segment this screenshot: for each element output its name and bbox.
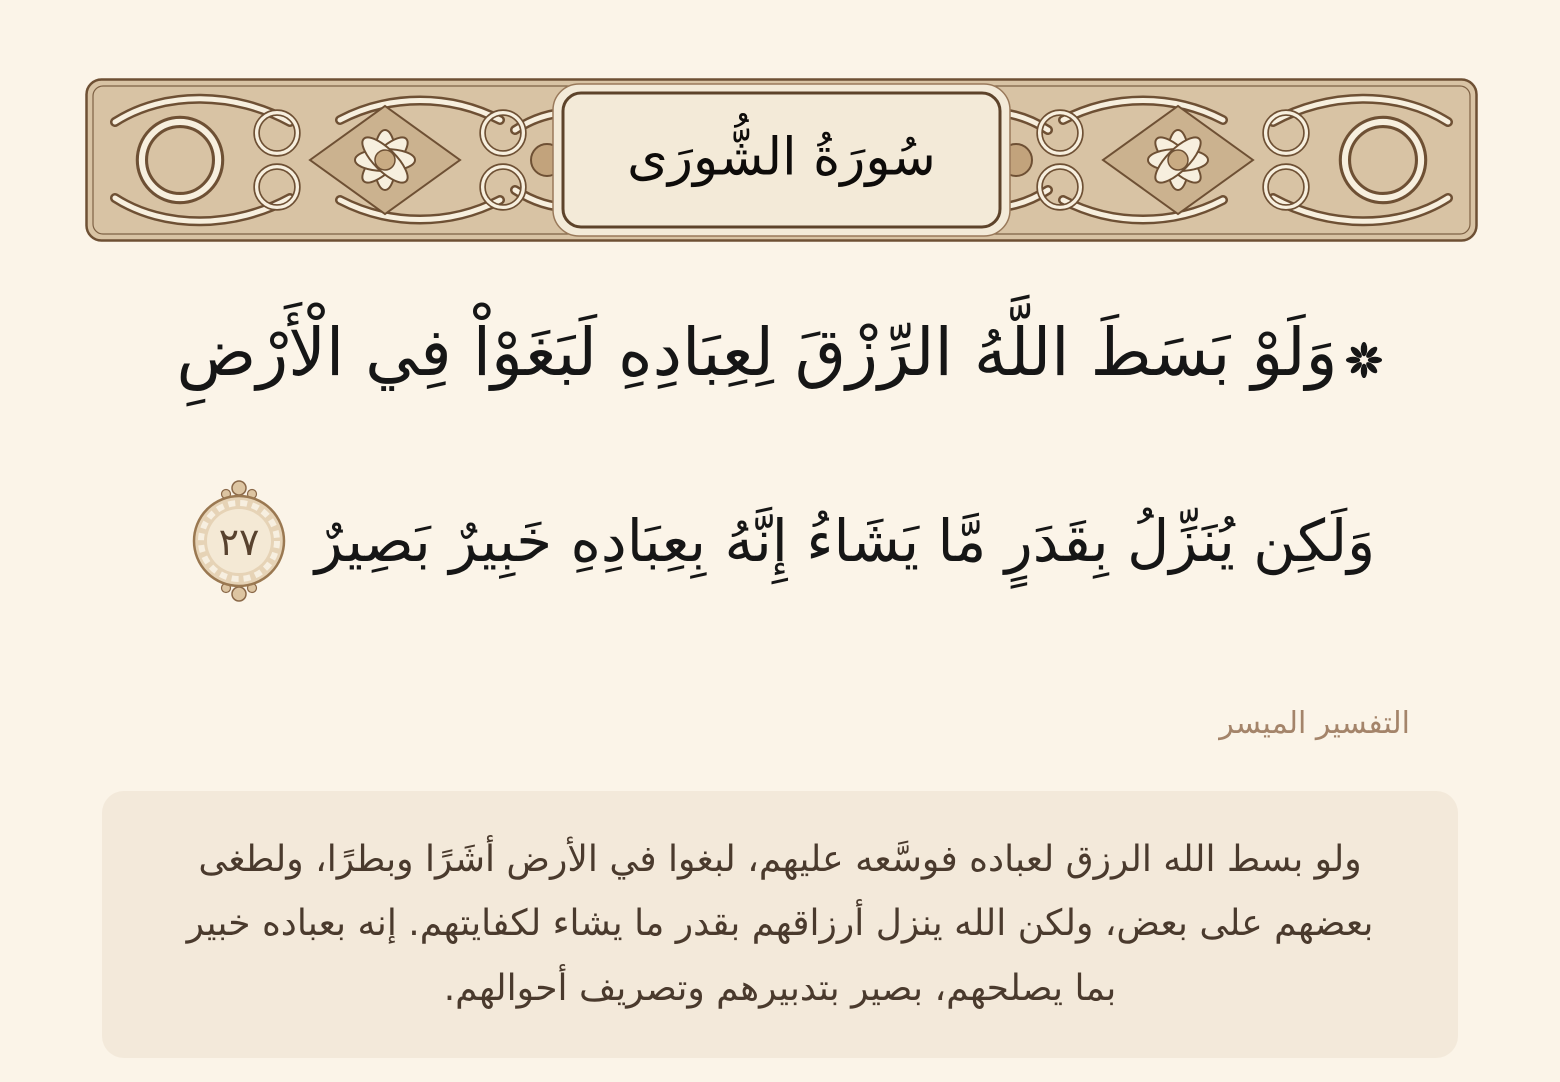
tafsir-source-label: التفسير الميسر (1219, 706, 1410, 741)
ayah-number-medallion-icon (185, 478, 293, 604)
verse-line-2 (0, 478, 1560, 604)
ayah-number: ٢٧ (218, 520, 260, 564)
tafsir-text: ولو بسط الله الرزق لعباده فوسَّعه عليهم، لبغوا في الأرض أشَرًا وبطرًا، ولطغى بعضهم على بعض، ولكن الله ينزل أرزاقهم بقدر ما يشاء لكفايتهم. إنه بعباده خبير بما يصلحهم، بصير بتدبيرهم وتصريف أحوالهم. (186, 839, 1374, 1009)
verse-line-1 (0, 300, 1560, 406)
verse-text-line-1: وَلَوْ بَسَطَ اللَّهُ الرِّزْقَ لِعِبَادِهِ لَبَغَوْاْ فِي الْأَرْضِ (176, 314, 1338, 391)
hizb-star-icon (1345, 341, 1383, 379)
verse-text-line-2: وَلَكِن يُنَزِّلُ بِقَدَرٍ مَّا يَشَاءُ إِنَّهُ بِعِبَادِهِ خَبِيرٌ بَصِيرٌ (314, 506, 1376, 575)
surah-header-banner (85, 78, 1478, 242)
tafsir-box (102, 791, 1458, 1058)
surah-title: سُورَةُ الشُّورَى (627, 127, 936, 188)
